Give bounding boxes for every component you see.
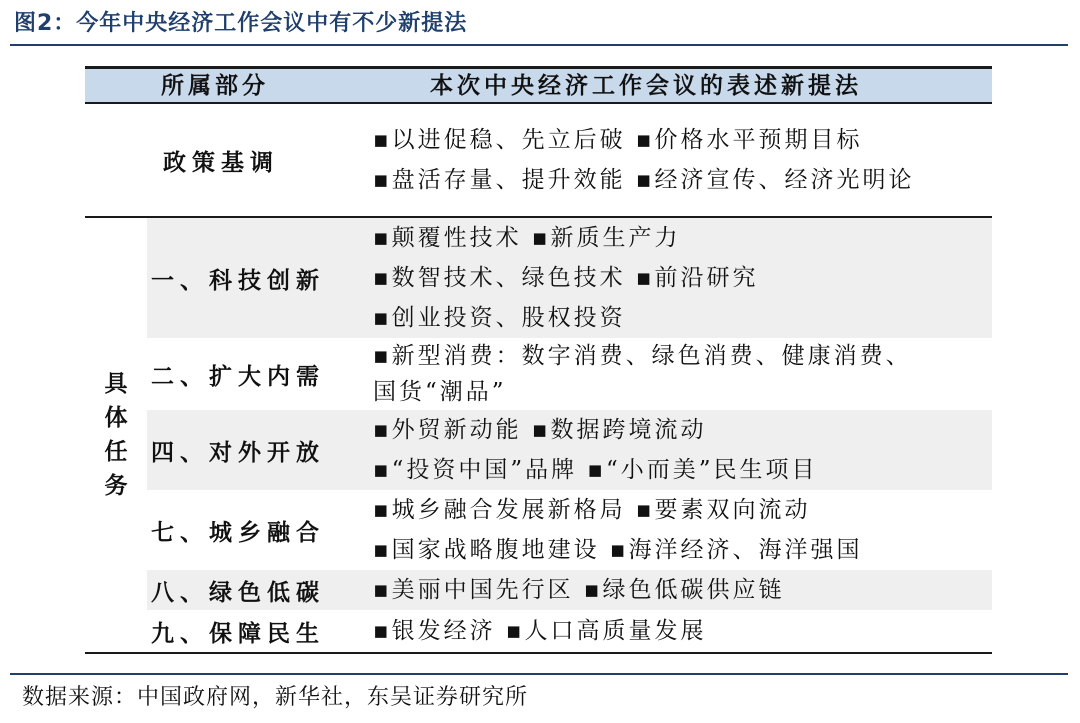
item-line: ▪盘活存量、提升效能 ▪经济宣传、经济光明论	[373, 167, 915, 193]
figure-title: 图2：今年中央经济工作会议中有不少新提法	[14, 11, 468, 36]
row-label: 一、科技创新	[151, 266, 325, 294]
data-source: 数据来源：中国政府网，新华社，东吴证券研究所	[22, 685, 529, 710]
item-line: ▪“投资中国”品牌 ▪“小而美”民生项目	[373, 457, 818, 483]
table-row-livelihood	[147, 610, 992, 652]
row-label: 二、扩大内需	[151, 362, 325, 390]
item-line: 国货“潮品”	[373, 379, 507, 405]
table-row-urban-rural	[147, 490, 992, 570]
item-line: ▪城乡融合发展新格局 ▪要素双向流动	[373, 497, 811, 523]
title-divider	[10, 44, 1068, 46]
item-line: ▪外贸新动能 ▪数据跨境流动	[373, 417, 707, 443]
table-bottom-rule	[85, 652, 992, 654]
table-row-domestic-demand	[147, 338, 992, 410]
table-row-opening-up	[147, 410, 992, 490]
table-row-policy	[85, 104, 992, 218]
row-items	[373, 610, 707, 652]
group-label-char: 务	[104, 472, 128, 499]
row-label: 九、保障民生	[151, 619, 325, 647]
group-label-specific-tasks	[85, 218, 147, 652]
table-header	[85, 66, 992, 104]
table-row-green-low-carbon	[147, 570, 992, 610]
row-label-policy: 政策基调	[163, 148, 279, 176]
item-line: ▪颠覆性技术 ▪新质生产力	[373, 225, 681, 251]
item-line: ▪创业投资、股权投资	[373, 305, 626, 331]
header-section: 所属部分	[161, 72, 269, 99]
header-new-formulations: 本次中央经济工作会议的表述新提法	[430, 72, 862, 99]
row-items	[373, 410, 818, 490]
row-items	[373, 218, 759, 338]
row-items-policy	[373, 104, 915, 216]
table-row-tech-innovation	[147, 218, 992, 338]
item-line: ▪银发经济 ▪人口高质量发展	[373, 618, 707, 644]
row-items	[373, 490, 863, 570]
item-line: ▪以进促稳、先立后破 ▪价格水平预期目标	[373, 127, 863, 153]
row-items	[373, 570, 785, 610]
item-line: ▪美丽中国先行区 ▪绿色低碳供应链	[373, 577, 785, 603]
row-label: 八、绿色低碳	[151, 578, 325, 606]
item-line: ▪新型消费：数字消费、绿色消费、健康消费、	[373, 343, 912, 369]
item-line: ▪国家战略腹地建设 ▪海洋经济、海洋强国	[373, 537, 863, 563]
item-line: ▪数智技术、绿色技术 ▪前沿研究	[373, 265, 759, 291]
row-label: 四、对外开放	[151, 438, 325, 466]
group-label-char: 任	[104, 438, 128, 465]
row-items	[373, 338, 912, 410]
group-label-char: 体	[104, 404, 128, 431]
group-label-char: 具	[104, 370, 128, 397]
row-label: 七、城乡融合	[151, 518, 325, 546]
source-divider	[10, 673, 1068, 675]
